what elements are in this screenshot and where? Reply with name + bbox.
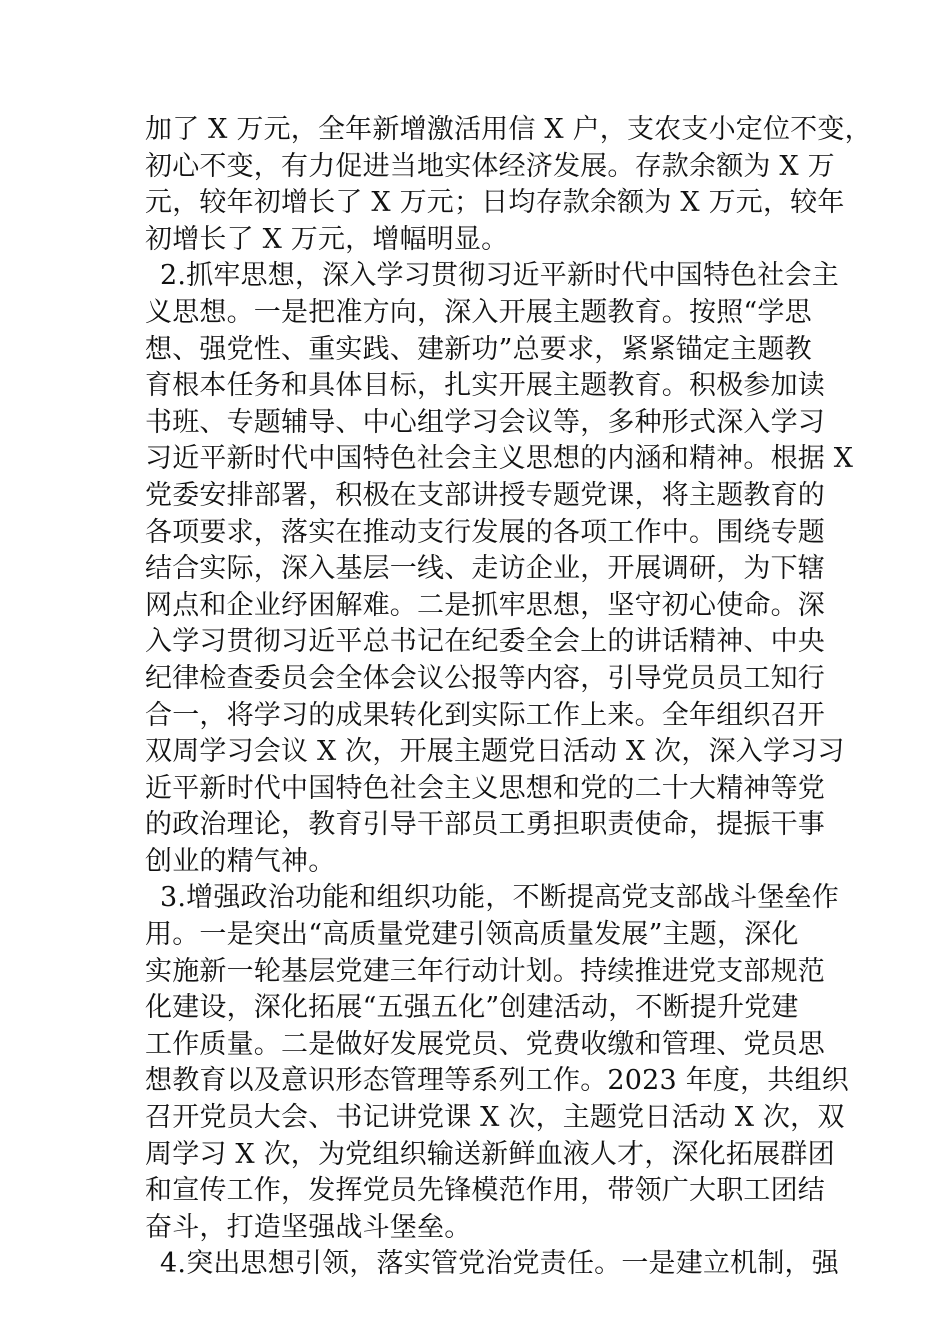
- text-line: 化建设，深化拓展“五强五化”创建活动，不断提升党建: [145, 992, 799, 1024]
- text-line: 用。一是突出“高质量党建引领高质量发展”主题，深化: [145, 919, 799, 951]
- text-line: 奋斗，打造坚强战斗堡垒。: [145, 1211, 472, 1243]
- text-line: 创业的精气神。: [145, 845, 336, 877]
- text-line: 结合实际，深入基层一线、走访企业，开展调研，为下辖: [145, 553, 825, 585]
- text-line: 育根本任务和具体目标，扎实开展主题教育。积极参加读: [145, 370, 825, 402]
- text-line: 想、强党性、重实践、建新功”总要求，紧紧锚定主题教: [145, 333, 812, 365]
- text-line: 各项要求，落实在推动支行发展的各项工作中。围绕专题: [145, 516, 825, 548]
- text-line: 元，较年初增长了 X 万元；日均存款余额为 X 万元，较年: [145, 187, 845, 219]
- text-line: 周学习 X 次，为党组织输送新鲜血液人才，深化拓展群团: [145, 1138, 835, 1170]
- text-line: 的政治理论，教育引导干部员工勇担职责使命，提振干事: [145, 809, 825, 841]
- text-line: 和宣传工作，发挥党员先锋模范作用，带领广大职工团结: [145, 1175, 825, 1207]
- text-line: 义思想。一是把准方向，深入开展主题教育。按照“学思: [145, 296, 812, 328]
- text-line: 初心不变，有力促进当地实体经济发展。存款余额为 X 万: [145, 150, 835, 182]
- text-line: 工作质量。二是做好发展党员、党费收缴和管理、党员思: [145, 1028, 825, 1060]
- text-line: 双周学习会议 X 次，开展主题党日活动 X 次，深入学习习: [145, 736, 845, 768]
- text-line: 初增长了 X 万元，增幅明显。: [145, 223, 509, 255]
- text-line: 想教育以及意识形态管理等系列工作。2023 年度，共组织: [145, 1065, 849, 1097]
- text-line: 纪律检查委员会全体会议公报等内容，引导党员员工知行: [145, 662, 825, 694]
- section-4-heading-line: 4.突出思想引领，落实管党治党责任。一是建立机制，强: [160, 1248, 839, 1280]
- text-line: 网点和企业纾困解难。二是抓牢思想，坚守初心使命。深: [145, 589, 825, 621]
- text-line: 实施新一轮基层党建三年行动计划。持续推进党支部规范: [145, 955, 825, 987]
- text-line: 加了 X 万元，全年新增激活用信 X 户，支农支小定位不变，: [145, 114, 872, 145]
- document-body: [145, 112, 872, 1283]
- text-line: 合一，将学习的成果转化到实际工作上来。全年组织召开: [145, 699, 825, 731]
- text-line: 入学习贯彻习近平总书记在纪委全会上的讲话精神、中央: [145, 626, 825, 658]
- text-line: 习近平新时代中国特色社会主义思想的内涵和精神。根据 X: [145, 443, 854, 475]
- text-line: 召开党员大会、书记讲党课 X 次，主题党日活动 X 次，双: [145, 1102, 845, 1134]
- section-3-heading-line: 3.增强政治功能和组织功能，不断提高党支部战斗堡垒作: [160, 882, 839, 914]
- text-line: 党委安排部署，积极在支部讲授专题党课，将主题教育的: [145, 479, 825, 511]
- text-line: 书班、专题辅导、中心组学习会议等，多种形式深入学习: [145, 406, 825, 438]
- section-2-heading-line: 2.抓牢思想，深入学习贯彻习近平新时代中国特色社会主: [160, 260, 839, 292]
- text-line: 近平新时代中国特色社会主义思想和党的二十大精神等党: [145, 772, 825, 804]
